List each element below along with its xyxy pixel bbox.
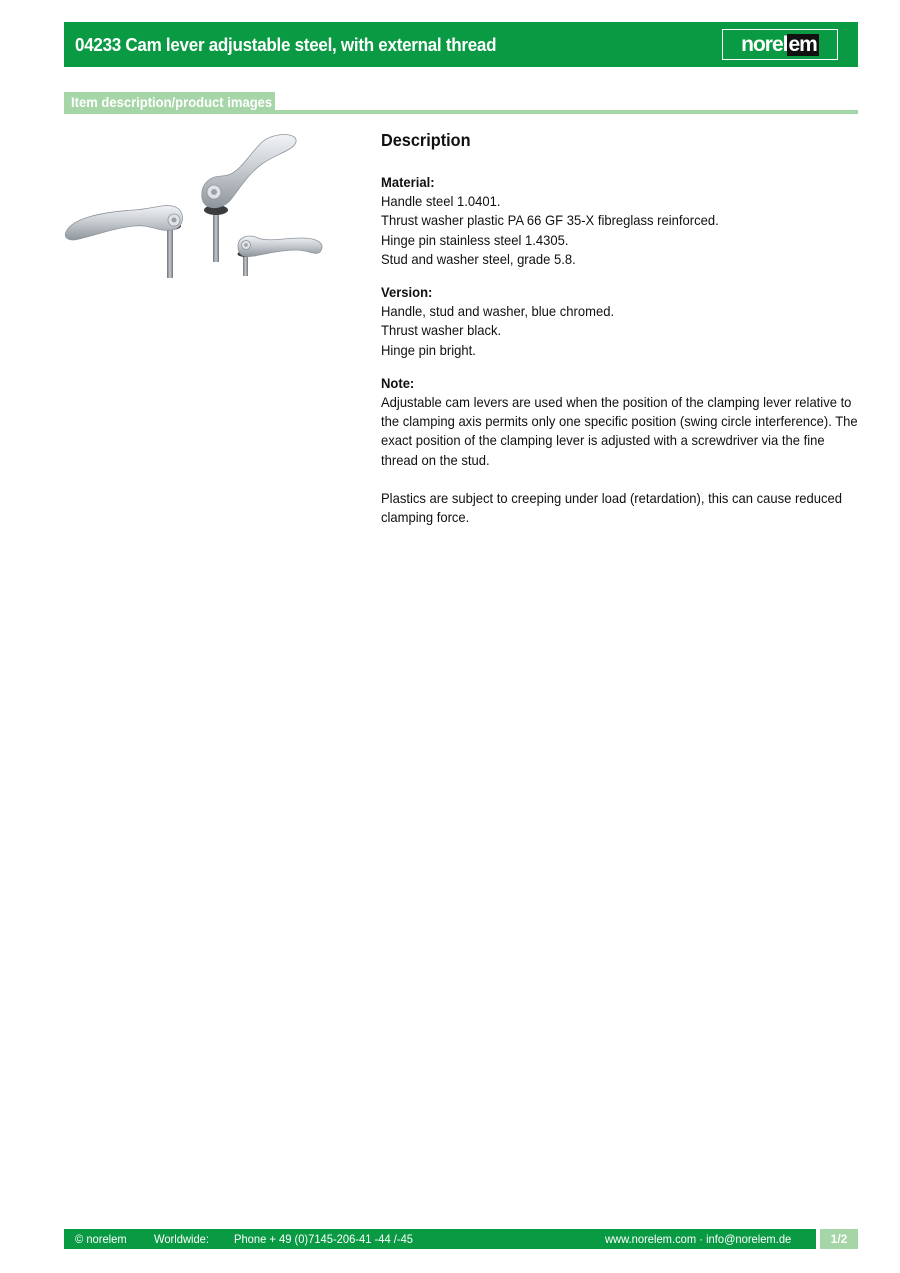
footer-bar [64, 1229, 816, 1249]
version-line: Handle, stud and washer, blue chromed. [381, 303, 615, 320]
section-tab-label: Item description/product images [71, 94, 273, 110]
section-tab [64, 92, 275, 114]
description-title: Description [381, 130, 471, 150]
logo-text-part-2: em [788, 32, 817, 56]
logo-text-part-1: norel [741, 32, 788, 56]
version-label: Version: [381, 284, 433, 301]
material-label: Material: [381, 174, 435, 190]
page-header [64, 22, 858, 67]
note-label: Note: [381, 374, 415, 391]
footer-worldwide-label: Worldwide: [154, 1232, 210, 1246]
version-block [381, 283, 861, 360]
note-block [381, 374, 861, 527]
material-block [381, 173, 861, 269]
product-image [62, 128, 328, 280]
footer-contact: www.norelem.com · info@norelem.de [604, 1232, 791, 1246]
norelem-logo [722, 29, 838, 60]
material-line: Stud and washer steel, grade 5.8. [381, 250, 576, 267]
version-line: Hinge pin bright. [381, 341, 476, 358]
material-line: Hinge pin stainless steel 1.4305. [381, 231, 569, 248]
page-footer [64, 1229, 858, 1249]
footer-phone: Phone + 49 (0)7145-206-41 -44 /-45 [234, 1232, 413, 1246]
page-number: 1/2 [820, 1229, 858, 1249]
cam-lever-left [65, 206, 182, 278]
footer-copyright: © norelem [75, 1232, 127, 1246]
page-title: 04233 Cam lever adjustable steel, with external thread [75, 33, 497, 55]
material-line: Thrust washer plastic PA 66 GF 35-X fibreglass reinforced. [381, 212, 719, 229]
section-heading-bar [64, 92, 858, 114]
version-line: Thrust washer black. [381, 322, 502, 339]
cam-lever-small [238, 236, 322, 276]
description-section [381, 128, 861, 541]
note-paragraph-1: Adjustable cam levers are used when the position of the clamping lever relative to the clamping axis permits only one specific position (swing circle interference). The exact position of the clamping lever is adjusted with a screwdriver via the fine thread on the stud. [381, 394, 858, 468]
material-line: Handle steel 1.0401. [381, 193, 501, 210]
note-paragraph-2: Plastics are subject to creeping under load (retardation), this can cause reduced clamping force. [381, 489, 843, 526]
